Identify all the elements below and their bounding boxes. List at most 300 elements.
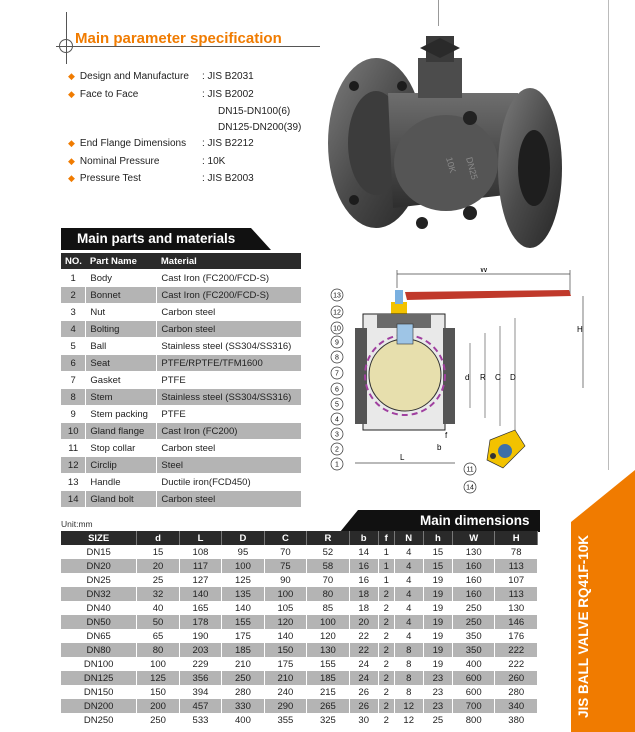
table-cell: 265 (307, 699, 349, 713)
table-row (61, 685, 538, 699)
table-cell: 16 (349, 573, 378, 587)
side-divider (608, 0, 609, 470)
table-row (61, 457, 301, 474)
table-row (61, 423, 301, 440)
bullet-icon: ◆ (68, 173, 75, 183)
table-cell: Stem packing (86, 406, 157, 423)
table-cell: Cast Iron (FC200) (157, 423, 301, 440)
table-cell: Bonnet (86, 287, 157, 304)
column-header: d (137, 531, 179, 545)
table-cell: 325 (307, 713, 349, 727)
table-cell: 19 (423, 587, 452, 601)
table-cell: DN15 (61, 545, 137, 559)
table-cell: 8 (394, 671, 423, 685)
table-cell: 185 (307, 671, 349, 685)
table-cell: 800 (452, 713, 494, 727)
table-cell: 30 (349, 713, 378, 727)
dim-label-R: R (480, 373, 486, 382)
table-cell: 160 (452, 587, 494, 601)
column-header: C (264, 531, 306, 545)
dimensions-table (61, 531, 538, 727)
table-cell: 22 (349, 629, 378, 643)
column-header: N (394, 531, 423, 545)
table-cell: 11 (61, 440, 86, 457)
column-header: Part Name (86, 253, 157, 270)
spec-value: DN125-DN200(39) (218, 122, 302, 133)
table-row (61, 601, 538, 615)
table-cell: DN200 (61, 699, 137, 713)
table-cell: 16 (349, 559, 378, 573)
table-cell: 80 (137, 643, 179, 657)
table-cell: 130 (452, 545, 494, 559)
table-cell: 40 (137, 601, 179, 615)
table-cell: 50 (137, 615, 179, 629)
table-row (61, 657, 538, 671)
spec-item (68, 71, 189, 82)
table-cell: Handle (86, 474, 157, 491)
table-cell: 4 (394, 601, 423, 615)
table-cell: 165 (179, 601, 221, 615)
table-cell: 100 (264, 587, 306, 601)
table-cell: 18 (349, 601, 378, 615)
table-cell: 100 (307, 615, 349, 629)
table-cell: 20 (349, 615, 378, 629)
table-cell: Gland bolt (86, 491, 157, 508)
table-cell: 2 (378, 685, 394, 699)
table-cell: 2 (378, 587, 394, 601)
table-cell: 140 (222, 601, 264, 615)
callout-number: 3 (335, 431, 339, 439)
table-cell: 15 (137, 545, 179, 559)
dims-title: Main dimensions (420, 513, 530, 528)
table-cell: 127 (179, 573, 221, 587)
table-cell: 210 (222, 657, 264, 671)
column-header: NO. (61, 253, 86, 270)
dim-label-f: f (445, 431, 448, 440)
spec-item (68, 138, 186, 149)
table-cell: 12 (394, 713, 423, 727)
table-cell: PTFE/RPTFE/TFM1600 (157, 355, 301, 372)
table-cell: 400 (452, 657, 494, 671)
table-cell: Stem (86, 389, 157, 406)
table-cell: 355 (264, 713, 306, 727)
table-cell: 7 (61, 372, 86, 389)
table-cell: 240 (264, 685, 306, 699)
column-header: Material (157, 253, 301, 270)
table-cell: 8 (61, 389, 86, 406)
table-cell: 90 (264, 573, 306, 587)
parts-title: Main parts and materials (77, 231, 236, 246)
table-cell: DN250 (61, 713, 137, 727)
table-cell: 210 (264, 671, 306, 685)
table-cell: 600 (452, 685, 494, 699)
table-row (61, 338, 301, 355)
table-cell: 400 (222, 713, 264, 727)
table-row (61, 573, 538, 587)
bullet-icon: ◆ (68, 89, 75, 99)
table-cell: 160 (452, 573, 494, 587)
table-cell: 18 (349, 587, 378, 601)
table-row (61, 713, 538, 727)
table-cell: Seat (86, 355, 157, 372)
table-cell: 2 (61, 287, 86, 304)
table-cell: Circlip (86, 457, 157, 474)
dim-label-b: b (437, 443, 442, 452)
table-cell: DN32 (61, 587, 137, 601)
table-row (61, 270, 301, 287)
table-cell: 185 (222, 643, 264, 657)
header-crosshair-vertical (66, 12, 67, 64)
table-cell: 290 (264, 699, 306, 713)
table-cell: 9 (61, 406, 86, 423)
valve-drawing (325, 268, 595, 498)
table-cell: 113 (495, 559, 538, 573)
table-cell: 19 (423, 643, 452, 657)
table-row (61, 545, 538, 559)
column-header: f (378, 531, 394, 545)
callout-number: 4 (335, 416, 339, 424)
spec-value: : JIS B2002 (202, 89, 254, 100)
table-cell: 280 (495, 685, 538, 699)
spec-item (68, 173, 141, 184)
dim-label-C: C (495, 373, 501, 382)
table-cell: 120 (264, 615, 306, 629)
table-cell: DN40 (61, 601, 137, 615)
dim-label-D: D (510, 373, 516, 382)
table-row (61, 389, 301, 406)
table-cell: 2 (378, 615, 394, 629)
table-cell: 80 (307, 587, 349, 601)
table-cell: 4 (394, 545, 423, 559)
table-cell: 107 (495, 573, 538, 587)
table-cell: 120 (307, 629, 349, 643)
table-cell: Cast Iron (FC200/FCD-S) (157, 270, 301, 287)
table-cell: 20 (137, 559, 179, 573)
column-header: b (349, 531, 378, 545)
table-cell: 105 (264, 601, 306, 615)
dims-banner (340, 510, 540, 532)
table-row (61, 440, 301, 457)
table-cell: 340 (495, 699, 538, 713)
table-cell: 95 (222, 545, 264, 559)
table-cell: Ductile iron(FCD450) (157, 474, 301, 491)
table-cell: 356 (179, 671, 221, 685)
spec-value: : JIS B2031 (202, 71, 254, 82)
table-row (61, 474, 301, 491)
callout-number: 2 (335, 446, 339, 454)
table-cell: 600 (452, 671, 494, 685)
table-cell: Body (86, 270, 157, 287)
table-cell: 22 (349, 643, 378, 657)
table-cell: 8 (394, 657, 423, 671)
callout-number: 12 (333, 309, 341, 317)
table-cell: 140 (264, 629, 306, 643)
table-cell: DN150 (61, 685, 137, 699)
dim-label-L: L (400, 453, 405, 462)
table-cell: 350 (452, 643, 494, 657)
table-cell: 4 (61, 321, 86, 338)
table-cell: 1 (378, 545, 394, 559)
table-cell: Stop collar (86, 440, 157, 457)
table-row (61, 629, 538, 643)
table-cell: 1 (378, 559, 394, 573)
table-cell: 14 (61, 491, 86, 508)
parts-table (61, 253, 301, 508)
spec-label: End Flange Dimensions (79, 138, 187, 149)
table-cell: 380 (495, 713, 538, 727)
table-row (61, 355, 301, 372)
table-cell: Carbon steel (157, 440, 301, 457)
table-cell: Stainless steel (SS304/SS316) (157, 389, 301, 406)
table-row (61, 287, 301, 304)
table-cell: DN65 (61, 629, 137, 643)
table-cell: 23 (423, 699, 452, 713)
table-row (61, 615, 538, 629)
side-label: JIS BALL VALVE RQ41F-10K (576, 534, 591, 718)
table-cell: 350 (452, 629, 494, 643)
table-cell: 175 (222, 629, 264, 643)
table-cell: 58 (307, 559, 349, 573)
spec-value: DN15-DN100(6) (218, 106, 291, 117)
table-cell: 70 (264, 545, 306, 559)
callout-number: 10 (333, 325, 341, 333)
table-cell: DN80 (61, 643, 137, 657)
table-cell: Bolting (86, 321, 157, 338)
parts-banner (61, 228, 271, 250)
table-cell: 1 (61, 270, 86, 287)
table-row (61, 491, 301, 508)
table-cell: Steel (157, 457, 301, 474)
column-header: R (307, 531, 349, 545)
table-cell: 6 (61, 355, 86, 372)
callout-number: 6 (335, 386, 339, 394)
dim-label-d: d (465, 373, 470, 382)
spec-label: Pressure Test (79, 173, 141, 184)
table-cell: Carbon steel (157, 491, 301, 508)
table-cell: 75 (264, 559, 306, 573)
table-cell: 280 (222, 685, 264, 699)
table-cell: 125 (137, 671, 179, 685)
table-cell: 8 (394, 685, 423, 699)
table-cell: 250 (452, 615, 494, 629)
column-header: D (222, 531, 264, 545)
table-cell: Carbon steel (157, 304, 301, 321)
callout-number: 1 (335, 461, 339, 469)
table-cell: 4 (394, 629, 423, 643)
table-cell: 250 (137, 713, 179, 727)
table-cell: Nut (86, 304, 157, 321)
valve-photo (318, 18, 578, 248)
table-cell: 23 (423, 671, 452, 685)
dim-label-H: H (577, 325, 583, 334)
table-cell: 250 (222, 671, 264, 685)
spec-item (68, 89, 138, 100)
table-cell: 70 (307, 573, 349, 587)
callout-number: 9 (335, 339, 339, 347)
table-cell: 25 (423, 713, 452, 727)
table-cell: 14 (349, 545, 378, 559)
table-row (61, 559, 538, 573)
table-cell: 113 (495, 587, 538, 601)
table-cell: 533 (179, 713, 221, 727)
table-cell: 229 (179, 657, 221, 671)
table-cell: 3 (61, 304, 86, 321)
spec-value: : JIS B2003 (202, 173, 254, 184)
table-cell: PTFE (157, 406, 301, 423)
column-header: SIZE (61, 531, 137, 545)
table-cell: 135 (222, 587, 264, 601)
spec-label: Face to Face (79, 89, 139, 100)
table-cell: 2 (378, 713, 394, 727)
table-row (61, 372, 301, 389)
dim-label-W: W (480, 268, 488, 274)
table-cell: 222 (495, 657, 538, 671)
table-cell: 260 (495, 671, 538, 685)
body-marking-pressure: 10K (444, 155, 458, 174)
table-cell: 108 (179, 545, 221, 559)
table-cell: 2 (378, 657, 394, 671)
table-cell: 155 (307, 657, 349, 671)
table-cell: PTFE (157, 372, 301, 389)
table-cell: 2 (378, 643, 394, 657)
table-cell: 65 (137, 629, 179, 643)
table-cell: 26 (349, 699, 378, 713)
table-cell: 394 (179, 685, 221, 699)
body-marking-size: DN25 (464, 155, 480, 181)
table-cell: DN100 (61, 657, 137, 671)
table-cell: 130 (495, 601, 538, 615)
table-cell: 150 (137, 685, 179, 699)
table-row (61, 304, 301, 321)
table-cell: 203 (179, 643, 221, 657)
table-cell: 222 (495, 643, 538, 657)
bullet-icon: ◆ (68, 156, 75, 166)
table-cell: 4 (394, 559, 423, 573)
table-cell: DN125 (61, 671, 137, 685)
table-row (61, 587, 538, 601)
bullet-icon: ◆ (68, 138, 75, 148)
spec-item (68, 156, 159, 167)
table-cell: 190 (179, 629, 221, 643)
table-cell: 52 (307, 545, 349, 559)
table-cell: Cast Iron (FC200/FCD-S) (157, 287, 301, 304)
callout-number: 8 (335, 354, 339, 362)
table-cell: 15 (423, 545, 452, 559)
table-cell: 19 (423, 573, 452, 587)
table-cell: 250 (452, 601, 494, 615)
unit-label: Unit:mm (61, 519, 93, 529)
table-cell: 176 (495, 629, 538, 643)
table-cell: 4 (394, 587, 423, 601)
table-cell: 12 (61, 457, 86, 474)
table-cell: Carbon steel (157, 321, 301, 338)
table-cell: 100 (137, 657, 179, 671)
table-cell: 24 (349, 671, 378, 685)
table-cell: 2 (378, 601, 394, 615)
table-row (61, 406, 301, 423)
table-cell: 15 (423, 559, 452, 573)
table-cell: 32 (137, 587, 179, 601)
table-cell: 160 (452, 559, 494, 573)
table-cell: 8 (394, 643, 423, 657)
table-cell: 1 (378, 573, 394, 587)
column-header: W (452, 531, 494, 545)
table-cell: 5 (61, 338, 86, 355)
callout-number: 7 (335, 370, 339, 378)
table-cell: 457 (179, 699, 221, 713)
table-cell: 85 (307, 601, 349, 615)
table-cell: 140 (179, 587, 221, 601)
column-header: h (423, 531, 452, 545)
table-cell: 19 (423, 629, 452, 643)
spec-value: : JIS B2212 (202, 138, 254, 149)
callout-number: 13 (333, 292, 341, 300)
table-cell: Gland flange (86, 423, 157, 440)
table-cell: 125 (222, 573, 264, 587)
bullet-icon: ◆ (68, 71, 75, 81)
table-cell: 150 (264, 643, 306, 657)
table-cell: 10 (61, 423, 86, 440)
table-cell: DN20 (61, 559, 137, 573)
table-row (61, 321, 301, 338)
table-cell: DN25 (61, 573, 137, 587)
table-cell: 4 (394, 615, 423, 629)
table-cell: Ball (86, 338, 157, 355)
table-cell: 19 (423, 615, 452, 629)
table-cell: 2 (378, 629, 394, 643)
table-row (61, 699, 538, 713)
spec-label: Design and Manufacture (79, 71, 189, 82)
table-cell: 26 (349, 685, 378, 699)
table-cell: 4 (394, 573, 423, 587)
table-cell: 23 (423, 685, 452, 699)
table-row (61, 671, 538, 685)
table-cell: 155 (222, 615, 264, 629)
page-title: Main parameter specification (75, 30, 282, 47)
table-cell: 13 (61, 474, 86, 491)
table-cell: 78 (495, 545, 538, 559)
table-cell: DN50 (61, 615, 137, 629)
spec-label: Nominal Pressure (79, 156, 160, 167)
table-cell: 117 (179, 559, 221, 573)
table-cell: 19 (423, 657, 452, 671)
table-cell: 130 (307, 643, 349, 657)
table-cell: 12 (394, 699, 423, 713)
table-cell: 215 (307, 685, 349, 699)
table-cell: 700 (452, 699, 494, 713)
table-cell: 146 (495, 615, 538, 629)
table-cell: 2 (378, 699, 394, 713)
table-cell: 175 (264, 657, 306, 671)
callout-number: 14 (466, 484, 474, 492)
table-cell: 19 (423, 601, 452, 615)
callout-number: 11 (466, 466, 474, 474)
table-cell: 200 (137, 699, 179, 713)
table-cell: 100 (222, 559, 264, 573)
spec-value: : 10K (202, 156, 226, 167)
table-cell: 330 (222, 699, 264, 713)
table-cell: 178 (179, 615, 221, 629)
table-cell: Gasket (86, 372, 157, 389)
table-cell: 2 (378, 671, 394, 685)
callout-number: 5 (335, 401, 339, 409)
column-header: H (495, 531, 538, 545)
table-cell: Stainless steel (SS304/SS316) (157, 338, 301, 355)
table-cell: 25 (137, 573, 179, 587)
table-row (61, 643, 538, 657)
header-crosshair-circle (59, 39, 73, 53)
table-cell: 24 (349, 657, 378, 671)
